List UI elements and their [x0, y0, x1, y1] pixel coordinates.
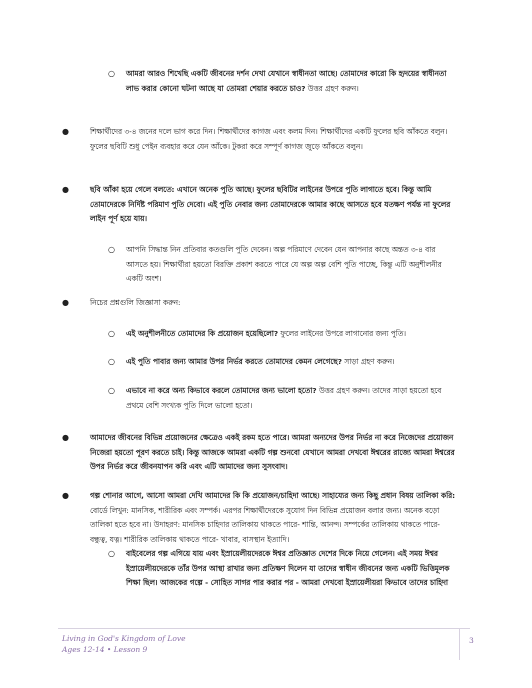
sub-bullet: ○: [108, 549, 115, 558]
item-text: উত্তর গ্রহণ করুন।: [305, 83, 359, 93]
list-item: [126, 384, 456, 413]
item-lead: গল্প শোনার আগে, আসো আমরা দেখি আমাদের কি কি প্রয়োজন/চাহিদা আছে। সাহায্যের জন্য কিছু প্রধান বিষয় তালিকা করি:: [90, 491, 456, 500]
list-item: [126, 355, 456, 370]
main-bullet: ●: [62, 433, 69, 442]
item-lead: এই অনুশীলনীতে তোমাদের কি প্রয়োজন হয়েছিলো?: [126, 329, 279, 338]
list-item: [126, 327, 456, 342]
item-text: উত্তর গ্রহণ করুন। তাদের সাড়া হয়তো হবে প্রথমে বেশি সংখ্যক পুতি দিলে ভালো হতো।: [126, 386, 442, 410]
footer-vertical-divider: [459, 628, 460, 660]
item-text: শিক্ষার্থীদের ৩-৪ জনের দলে ভাগ করে দিন। শিক্ষার্থীদের কাগজ এবং কলম দিন। শিক্ষার্থীদের একটি ফুলের ছবি আঁকতে বলুন। ফুলের ছবিটি শুধু পেইন ব্যবহার করে যেন আঁকে। টুকরা করে সম্পূর্ণ কাগজ জুড়ে আঁকতে বলুন।: [90, 127, 448, 151]
sub-bullet: ○: [108, 329, 115, 338]
list-item: [90, 431, 458, 475]
sub-bullet: ○: [108, 357, 115, 366]
list-item: [126, 67, 456, 96]
item-text: নিচের প্রশ্নগুলি জিজ্ঞাসা করুন:: [90, 298, 181, 307]
main-bullet: ●: [62, 127, 69, 136]
item-text: আপনি সিদ্ধান্ত নিন প্রতিবার কতগুলি পুতি দেবেন। অল্প পরিমাণে দেবেন যেন আপনার কাছে অন্তত ৩-৪ বার আসতে হয়। শিক্ষার্থীরা হয়তো বিরক্তি প্রকাশ করতে পারে যে অল্প অল্প বেশি পুতি পাচ্ছে, কিন্তু এটি অনুশীলনীর একটি অংশ।: [126, 245, 442, 283]
item-text: বাইবেলের গল্প এগিয়ে যায় এবং ইস্রায়েলীয়দেরকে ঈশ্বর প্রতিজ্ঞাত দেশের দিকে নিয়ে গেলেন। এই সময় ঈশ্বর ইস্রায়েলীয়দেরকে তাঁর উপর আস্থা রাখার জন্য প্রতিক্ষণ দিলেন যা তাদের স্বাধীন জীবনের জন্য একটি ভিত্তিমূলক শিক্ষা ছিল। আজকের গল্পে - সোহিত সাগর পার করার পর - আমরা দেখবো ইস্রায়েলীয়রা কিভাবে তাদের চাহিদা: [126, 549, 450, 587]
item-text: সাড়া গ্রহণ করুন।: [341, 357, 395, 366]
main-bullet: ●: [62, 298, 69, 307]
list-item: [90, 125, 458, 154]
main-bullet: ●: [62, 185, 69, 194]
sub-bullet: ○: [108, 386, 115, 395]
list-item: [90, 183, 458, 227]
footer-divider: [58, 628, 470, 629]
footer-subtitle: Ages 12-14 • Lesson 9: [62, 645, 148, 654]
list-item: [126, 547, 456, 591]
list-item: [90, 489, 458, 547]
item-text: বোর্ডে লিখুন: মানসিক, শারীরিক এবং সম্পর্ক। এরপর শিক্ষার্থীদেরকে সুযোগ দিন বিভিন্ন প্রয়োজন বলার জন্য। অনেক বড়ো তালিকা হতে হবে না। উদাহরণ: মানসিক চাহিদার তালিকায় থাকতে পারে- শান্তি, আনন্দ। সম্পর্কের তালিকায় থাকতে পারে- বন্ধুত্ব, যত্ন। শারীরিক তালিকায় থাকতে পারে- খাবার, বাসস্থান ইত্যাদি।: [90, 505, 440, 544]
list-item: [90, 296, 458, 311]
item-lead: এই পুতি পাবার জন্য আমার উপর নির্ভর করতে তোমাদের কেমন লেগেছে?: [126, 357, 342, 366]
item-lead: আমরা আরও শিখেছি একটি জীবনের দর্শন দেখা যেখানে স্বাধীনতা আছে। তোমাদের কারো কি হৃদয়ের স্বাধীনতা লাভ করার কোনো ঘটনা আছে যা তোমরা শেয়ার করতে চাও?: [126, 69, 447, 93]
item-lead: এভাবে না করে অন্য কিভাবে করলে তোমাদের জন্য ভালো হতো?: [126, 386, 317, 395]
item-text: ছবি আঁকা হয়ে গেলে বলতে: এখানে অনেক পুতি আছে। ফুলের ছবিটির লাইনের উপরে পুতি লাগাতে হবে। কিন্তু আমি তোমাদেরকে নির্দিষ্ট পরিমাণ পুতি দেবো। এই পুতি নেবার জন্য তোমাদেরকে আমার কাছে আসতে হবে যতক্ষণ পর্যন্ত না ফুলের লাইন পূর্ণ হয়ে যায়।: [90, 185, 451, 223]
item-text: আমাদের জীবনের বিভিন্ন প্রয়োজনের ক্ষেত্রেও একই রকম হতে পারে। আমরা অন্যদের উপর নির্ভর না করে নিজেদের প্রয়োজন নিজেরা হয়তো পূরণ করতে চাই। কিন্তু আজকে আমরা একটি গল্প শুনবো যেখানে আমরা দেখবো ঈশ্বরের রাজ্যে আমরা ঈশ্বরের উপর নির্ভর করে জীবনযাপন করি এবং এটি আমাদের জন্য সুসংবাদ।: [90, 433, 455, 471]
list-item: [126, 243, 456, 287]
sub-bullet: ○: [108, 69, 115, 78]
main-bullet: ●: [62, 491, 69, 500]
item-text: ফুলের লাইনের উপরে লাগানোর জন্য পুতি।: [278, 329, 406, 338]
footer-title: Living in God's Kingdom of Love: [62, 634, 186, 643]
page-number: 3: [469, 636, 474, 645]
sub-bullet: ○: [108, 245, 115, 254]
